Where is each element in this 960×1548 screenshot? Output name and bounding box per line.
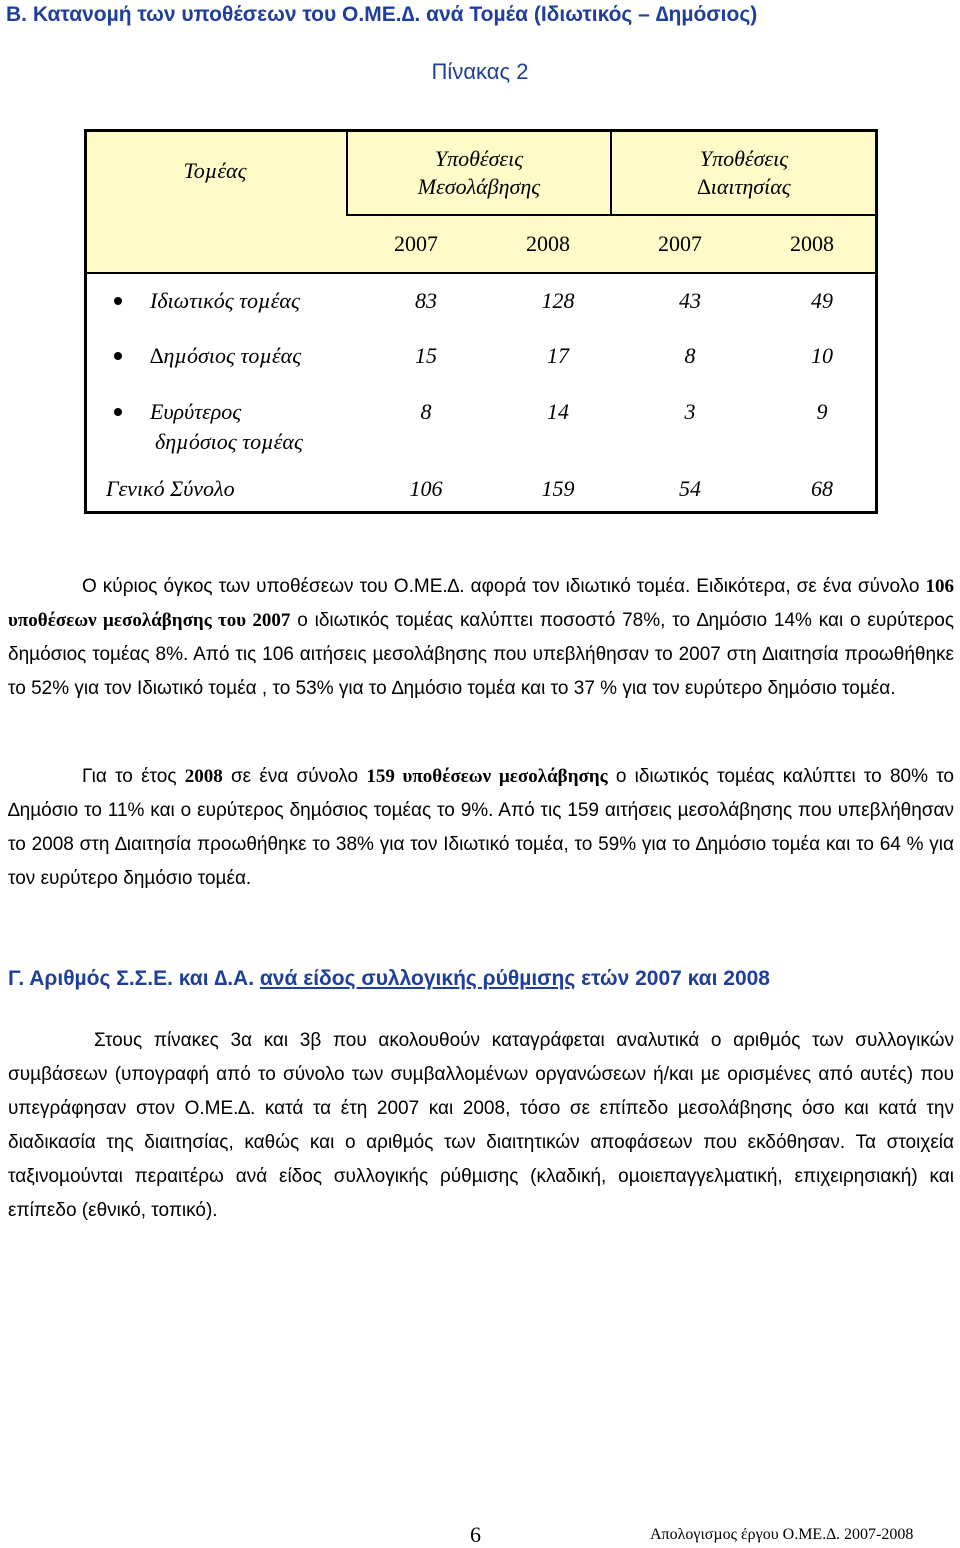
table-cell: 8: [420, 399, 432, 424]
table-cell-total: 159: [541, 476, 575, 501]
section-c-title-prefix: Γ. Αριθµός Σ.Σ.Ε. και ∆.Α.: [8, 967, 260, 990]
table-cell: 43: [679, 288, 701, 313]
bullet-icon: [114, 408, 122, 416]
section-c-title-suffix: ετών 2007 και 2008: [575, 967, 770, 990]
paragraph-bold: 2008: [184, 766, 223, 787]
table-cell: 128: [541, 288, 575, 313]
row-label-wider-public-line2: δηµόσιος τοµέας: [155, 429, 303, 454]
paragraph-text: σε ένα σύνολο: [222, 766, 367, 787]
mediation-header-line2: Μεσολάβησης: [417, 174, 541, 199]
table-cell-total: 68: [811, 476, 833, 501]
table-cell-total: 106: [409, 476, 443, 501]
paragraph-2008: [8, 760, 954, 896]
page-number: 6: [470, 1522, 481, 1547]
table-divider: [346, 129, 348, 216]
table-divider: [346, 214, 878, 216]
table-cell: 14: [547, 399, 569, 424]
table-cell: 17: [547, 343, 569, 368]
paragraph-text: Ο κύριος όγκος των υποθέσεων του Ο.ΜΕ.∆. αφορά τον ιδιωτικό τοµέα. Ειδικότερα, σε ένα σύνολο: [82, 576, 926, 597]
mediation-header-line1: Υποθέσεις: [434, 146, 524, 171]
table-cell-total: 54: [679, 476, 701, 501]
table-divider: [84, 272, 878, 274]
section-b-title: Β. Κατανοµή των υποθέσεων του Ο.ΜΕ.∆. ανά Τοµέα (Ιδιωτικός – ∆ηµόσιος): [6, 3, 758, 26]
paragraph-text: ο ιδιωτικός τοµέας καλύπτει το 80% το ∆ηµόσιο το 11% και ο ευρύτερος δηµόσιος τοµέας το 9%. Από τις 159 αιτήσεις µεσολάβησης που υπεβλήθησαν το 2008 στη ∆ιαιτησία προωθήθηκε το 38% για τον Ιδιωτικό τοµέα, το 59% για το ∆ηµόσιο τοµέα και το 64 % για τον ευρύτερο δηµόσιο τοµέα.: [8, 766, 954, 889]
paragraph-text: Στους πίνακες 3α και 3β που ακολουθούν καταγράφεται αναλυτικά ο αριθµός των συλλογικών συµβάσεων (υπογραφή από το σύνολο των συµβαλλοµένων οργανώσεων ή/και µε ορισµένες από αυτές) που υπεγράφησαν στον Ο.ΜΕ.∆. κατά τα έτη 2007 και 2008, τόσο σε επίπεδο µεσολάβησης όσο και κατά την διαδικασία της διαιτησίας, καθώς και ο αριθµός των διαιτητικών αποφάσεων που εκδόθησαν. Τα στοιχεία ταξινοµούνται περαιτέρω ανά είδος συλλογικής ρύθµισης (κλαδική, οµοιεπαγγελµατική, επιχειρησιακή) και επίπεδο (εθνικό, τοπικό).: [8, 1030, 954, 1221]
sector-header: Τοµέας: [183, 158, 247, 183]
paragraph-2007: [8, 570, 954, 706]
year-header: 2008: [526, 231, 570, 256]
row-label-total: Γενικό Σύνολο: [106, 476, 235, 501]
paragraph-bold: 106 υποθέσεων µεσολάβησης του 2007: [8, 576, 954, 631]
table-cell: 8: [684, 343, 696, 368]
section-c-title: [8, 967, 770, 991]
paragraph-text: ο ιδιωτικός τοµέας καλύπτει ποσοστό 78%, το ∆ηµόσιο 14% και ο ευρύτερος δηµόσιος τοµέας 8%. Από τις 106 αιτήσεις µεσολάβησης που υπεβλήθησαν το 2007 στη ∆ιαιτησία προωθήθηκε το 52% για τον Ιδιωτικό τοµέα , το 53% για το ∆ηµόσιο τοµέα και το 37 % για τον ευρύτερο δηµόσιο τοµέα.: [8, 610, 954, 699]
table-cell: 9: [816, 399, 828, 424]
row-label-public: ∆ηµόσιος τοµέας: [150, 343, 302, 368]
arbitration-header-line1: Υποθέσεις: [699, 146, 789, 171]
year-header: 2007: [394, 231, 438, 256]
table-cell: 15: [415, 343, 437, 368]
footer-note: Απολογισµος έργου Ο.ΜΕ.∆. 2007-2008: [650, 1526, 914, 1543]
table-cell: 83: [415, 288, 437, 313]
paragraph-tables-intro: [8, 1024, 954, 1228]
row-label-wider-public-line1: Ευρύτερος: [150, 399, 242, 424]
table-caption: Πίνακας 2: [431, 59, 529, 84]
bullet-icon: [114, 297, 122, 305]
paragraph-text: Για το έτος: [82, 766, 185, 787]
year-header: 2007: [658, 231, 702, 256]
paragraph-bold: 159 υποθέσεων µεσολάβησης: [366, 766, 608, 787]
table-cell: 10: [811, 343, 833, 368]
table-cell: 49: [811, 288, 833, 313]
table-divider: [610, 129, 612, 216]
arbitration-header-line2: ∆ιαιτησίας: [697, 174, 791, 199]
year-header: 2008: [790, 231, 834, 256]
table-cell: 3: [684, 399, 696, 424]
bullet-icon: [114, 352, 122, 360]
row-label-private: Ιδιωτικός τοµέας: [150, 288, 300, 313]
section-c-title-underlined: ανά είδος συλλογικής ρύθµισης: [259, 967, 576, 990]
